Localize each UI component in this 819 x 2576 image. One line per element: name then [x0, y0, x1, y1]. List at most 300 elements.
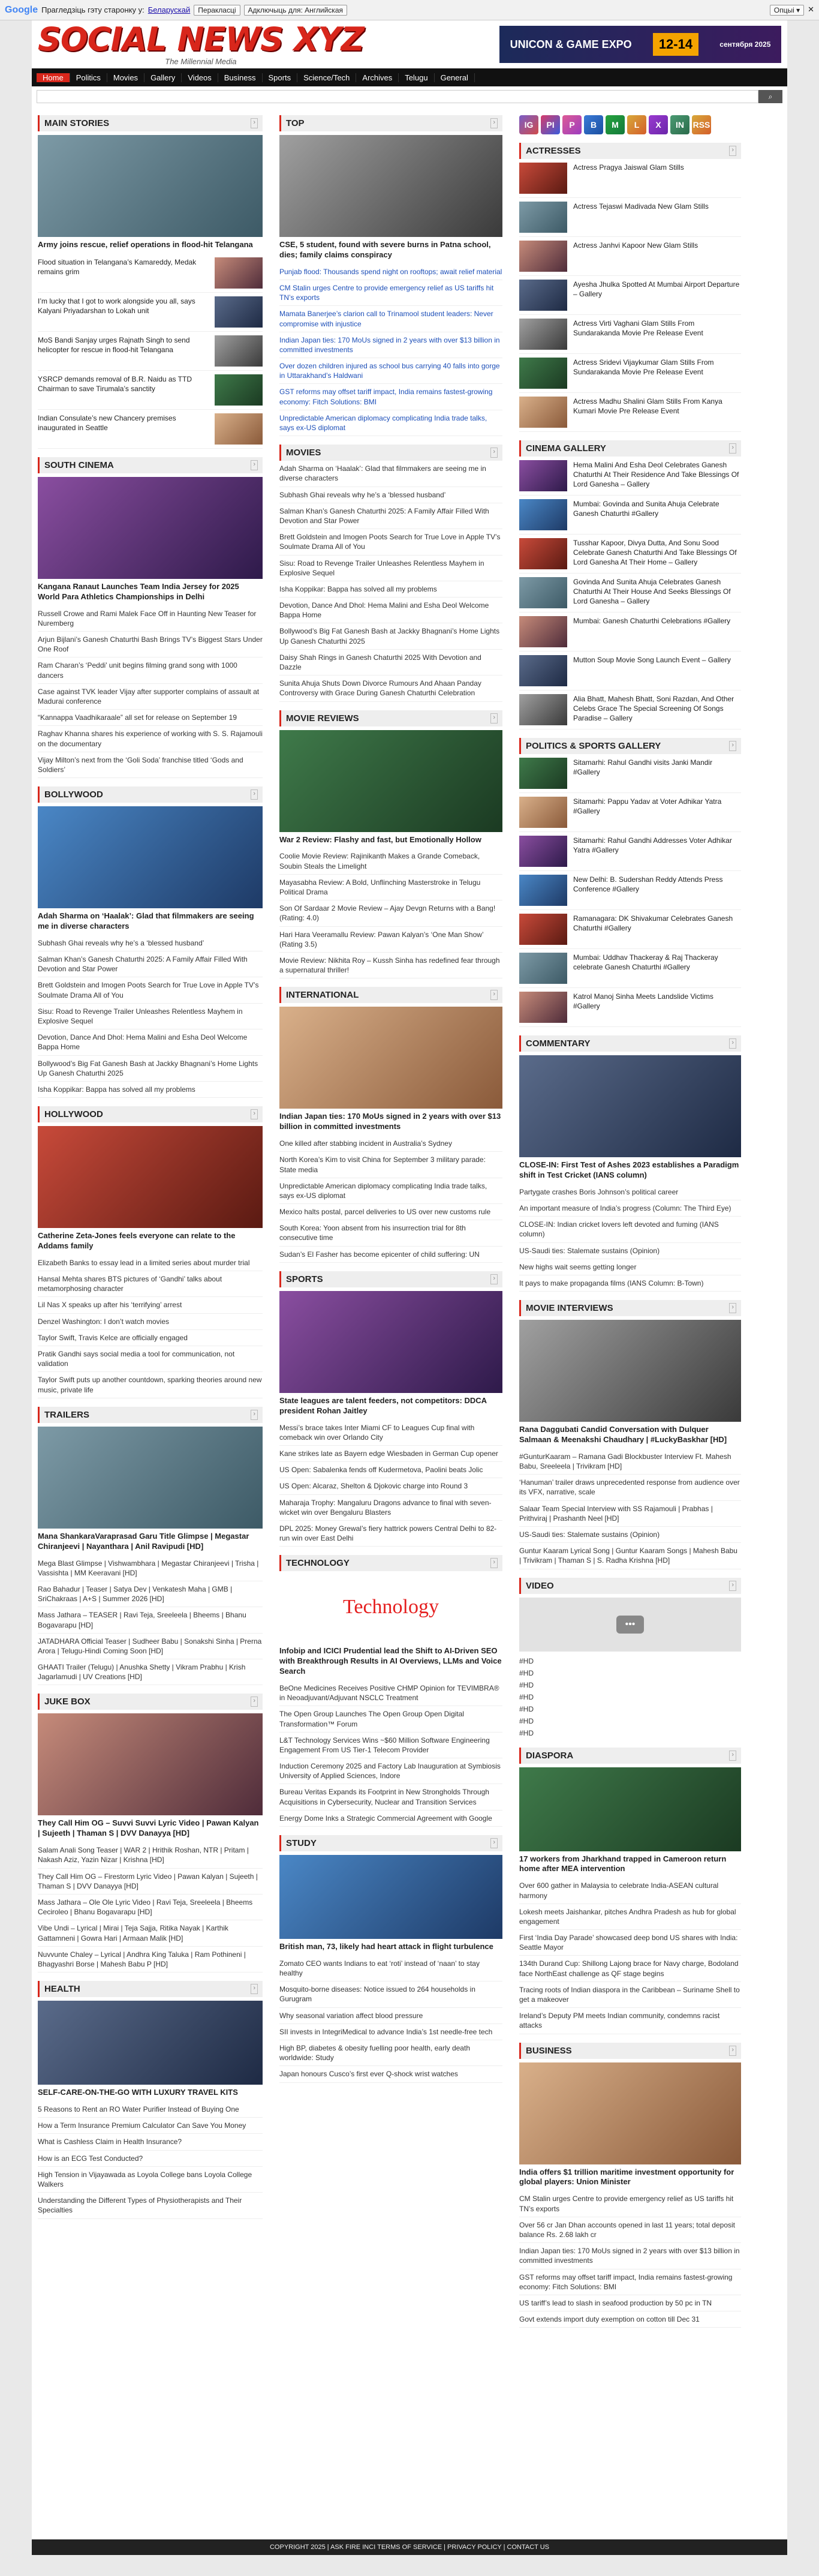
headline-link[interactable]: Punjab flood: Thousands spend night on rooftops; await relief material — [279, 264, 502, 280]
thumbnail-image[interactable] — [519, 992, 567, 1023]
headline-link[interactable]: Adah Sharma on ‘Haalak’: Glad that filmmakers are seeing me in diverse characters — [279, 461, 502, 487]
hero-image[interactable] — [38, 2001, 263, 2085]
headline-link[interactable]: Son Of Sardaar 2 Movie Review – Ajay Devgn Returns with a Bang! (Rating: 4.0) — [279, 900, 502, 926]
headline-link[interactable]: Lil Nas X speaks up after his ‘terrifying’ arrest — [38, 1297, 263, 1313]
headline-link[interactable]: GST reforms may offset tariff impact, India remains fastest-growing economy: Fitch Solutions: BMI — [519, 2269, 741, 2295]
close-icon[interactable]: ✕ — [808, 4, 814, 14]
headline-link[interactable]: Case against TVK leader Vijay after supporter complains of assault at Madurai conference — [38, 684, 263, 710]
hero-caption[interactable]: Kangana Ranaut Launches Team India Jersey for 2025 World Para Athletics Championships in Delhi — [38, 581, 239, 601]
linkedin-icon[interactable]: L — [627, 115, 646, 134]
video-tag[interactable]: #HD — [519, 1716, 534, 1725]
headline-link[interactable]: Ayesha Jhulka Spotted At Mumbai Airport Departure – Gallery — [573, 280, 740, 299]
section-title[interactable]: MOVIE INTERVIEWS — [526, 1303, 613, 1314]
headline-link[interactable]: Sitamarhi: Rahul Gandhi visits Janki Mandir #Gallery — [573, 758, 713, 777]
nav-item-gallery[interactable]: Gallery — [144, 73, 182, 82]
headline-link[interactable]: Sitamarhi: Pappu Yadav at Voter Adhikar Yatra #Gallery — [573, 797, 722, 816]
section-title[interactable]: STUDY — [286, 1838, 317, 1849]
headline-link[interactable]: ‘Hanuman’ trailer draws unprecedented response from audience over its VFX, narrative, scale — [519, 1475, 741, 1500]
hero-image[interactable] — [38, 477, 263, 579]
play-icon[interactable]: ••• — [616, 1616, 644, 1634]
section-arrow-icon[interactable]: › — [490, 1558, 498, 1568]
headline-link[interactable]: Salaar Team Special Interview with SS Rajamouli | Prabhas | Prithviraj | Prashanth Neel [HD] — [519, 1501, 741, 1527]
list-item[interactable] — [519, 832, 741, 871]
list-item[interactable] — [519, 198, 741, 237]
section-title[interactable]: SOUTH CINEMA — [44, 460, 114, 470]
headline-link[interactable]: Zomato CEO wants Indians to eat ‘roti’ instead of ‘naan’ to stay healthy — [279, 1956, 502, 1981]
headline-link[interactable]: Govinda And Sunita Ahuja Celebrates Ganesh Chaturthi At Their House And Seeks Blessings Of Lord Ganesha – Gallery — [573, 578, 731, 606]
headline-link[interactable]: JATADHARA Official Teaser | Sudheer Babu | Sonakshi Sinha | Prerna Arora | Telugu-Hindi Coming Soon [HD] — [38, 1634, 263, 1659]
headline-link[interactable]: Raghav Khanna shares his experience of working with S. S. Rajamouli on the documentary — [38, 726, 263, 752]
headline-link[interactable]: Denzel Washington: I don’t watch movies — [38, 1314, 263, 1330]
headline-link[interactable]: Elizabeth Banks to essay lead in a limited series about murder trial — [38, 1255, 263, 1271]
nav-item-archives[interactable]: Archives — [356, 73, 399, 82]
headline-link[interactable]: L&T Technology Services Wins ~$60 Million Software Engineering Engagement From US Tier-1 Telecom Provider — [279, 1733, 502, 1758]
headline-link[interactable]: Vijay Milton’s next from the ‘Goli Soda’ franchise titled ‘Gods and Soldiers’ — [38, 752, 263, 778]
thumbnail-image[interactable] — [215, 335, 263, 367]
headline-link[interactable]: Hansal Mehta shares BTS pictures of ‘Gandhi’ talks about metamorphosing character — [38, 1271, 263, 1297]
headline-link[interactable]: CLOSE-IN: Indian cricket lovers left devoted and fuming (IANS column) — [519, 1217, 741, 1242]
headline-link[interactable]: GHAATI Trailer (Telugu) | Anushka Shetty | Vikram Prabhu | Krish Jagarlamudi | UV Creations [HD] — [38, 1659, 263, 1685]
list-item[interactable] — [519, 276, 741, 315]
section-title[interactable]: TOP — [286, 118, 305, 128]
headline-link[interactable]: Isha Koppikar: Bappa has solved all my problems — [38, 1082, 263, 1098]
headline-link[interactable]: Bollywood’s Big Fat Ganesh Bash at Jackky Bhagnani’s Home Lights Up Ganesh Chaturthi 2025 — [38, 1056, 263, 1082]
video-tag[interactable]: #HD — [519, 1656, 534, 1665]
headline-link[interactable]: High BP, diabetes & obesity fuelling poor health, early death worldwide: Study — [279, 2040, 502, 2066]
section-arrow-icon[interactable]: › — [251, 118, 258, 128]
section-arrow-icon[interactable]: › — [251, 1109, 258, 1119]
section-title[interactable]: JUKE BOX — [44, 1697, 91, 1707]
headline-link[interactable]: Mass Jathara – Ole Ole Lyric Video | Ravi Teja, Sreeleela | Bheems Ceciroleo | Bhanu Bogavarapu [HD] — [38, 1895, 263, 1920]
section-title[interactable]: VIDEO — [526, 1580, 554, 1591]
headline-link[interactable]: Actress Tejaswi Madivada New Glam Stills — [573, 202, 709, 211]
section-title[interactable]: HOLLYWOOD — [44, 1109, 103, 1120]
section-title[interactable]: COMMENTARY — [526, 1038, 591, 1049]
headline-link[interactable]: High Tension in Vijayawada as Loyola College bans Loyola College Walkers — [38, 2167, 263, 2193]
headline-link[interactable]: Over 600 gather in Malaysia to celebrate India-ASEAN cultural harmony — [519, 1878, 741, 1904]
headline-link[interactable]: Mosquito-borne diseases: Notice issued to 264 households in Gurugram — [279, 1981, 502, 2007]
thumbnail-image[interactable] — [519, 319, 567, 350]
thumbnail-image[interactable] — [519, 836, 567, 867]
headline-link[interactable]: Why seasonal variation affect blood pressure — [279, 2008, 502, 2024]
headline-link[interactable]: Ram Charan’s ‘Peddi’ unit begins filming grand song with 1000 dancers — [38, 657, 263, 683]
headline-link[interactable]: Tusshar Kapoor, Divya Dutta, And Sonu Sood Celebrate Ganesh Chaturthi And Take Blessings Of Lord Ganesha At Their Home – Gallery — [573, 539, 737, 567]
headline-link[interactable]: Guntur Kaaram Lyrical Song | Guntur Kaaram Songs | Mahesh Babu | Trivikram | Thaman S | S. Radha Krishna [HD] — [519, 1543, 741, 1569]
hero-caption[interactable]: SELF-CARE-ON-THE-GO WITH LUXURY TRAVEL KITS — [38, 2088, 238, 2097]
video-player[interactable] — [519, 1598, 741, 1652]
headline-link[interactable]: US-Saudi ties: Stalemate sustains (Opinion) — [519, 1243, 741, 1259]
headline-link[interactable]: I’m lucky that I got to work alongside you all, says Kalyani Priyadarshan to Lokah unit — [38, 296, 195, 316]
list-item[interactable] — [38, 254, 263, 293]
translate-button[interactable]: Перакласці — [194, 5, 240, 16]
headline-link[interactable]: Sisu: Road to Revenge Trailer Unleashes Relentless Mayhem in Explosive Sequel — [38, 1004, 263, 1029]
headline-link[interactable]: Understanding the Different Types of Physiotherapists and Their Specialties — [38, 2193, 263, 2218]
headline-link[interactable]: Indian Japan ties: 170 MoUs signed in 2 years with over $13 billion in committed investments — [519, 2243, 741, 2269]
headline-link[interactable]: CM Stalin urges Centre to provide emergency relief as US tariffs hit TN’s exports — [519, 2191, 741, 2217]
headline-link[interactable]: Salman Khan’s Ganesh Chaturthi 2025: A Family Affair Filled With Devotion and Star Power — [279, 503, 502, 529]
headline-link[interactable]: Messi’s brace takes Inter Miami CF to Leagues Cup final with comeback win over Orlando City — [279, 1420, 502, 1446]
hero-image[interactable] — [519, 1055, 741, 1157]
hero-caption[interactable]: Army joins rescue, relief operations in flood-hit Telangana — [38, 240, 253, 249]
rss-icon[interactable]: RSS — [692, 115, 711, 134]
list-item[interactable] — [519, 354, 741, 393]
section-title[interactable]: TECHNOLOGY — [286, 1558, 350, 1569]
section-arrow-icon[interactable]: › — [251, 789, 258, 800]
hero-caption[interactable]: India offers $1 trillion maritime investment opportunity for global players: Union Minister — [519, 2167, 734, 2187]
technology-image[interactable]: Technology — [342, 1596, 439, 1619]
section-title[interactable]: BOLLYWOOD — [44, 789, 103, 800]
headline-link[interactable]: It pays to make propaganda films (IANS Column: B-Town) — [519, 1275, 741, 1292]
headline-link[interactable]: DPL 2025: Money Grewal’s fiery hattrick powers Central Delhi to 82-run win over East Delhi — [279, 1521, 502, 1547]
headline-link[interactable]: Govt extends import duty exemption on cotton till Dec 31 — [519, 2311, 741, 2328]
hero-image[interactable] — [279, 1855, 502, 1939]
section-title[interactable]: MAIN STORIES — [44, 118, 110, 128]
video-tag[interactable]: #HD — [519, 1704, 534, 1713]
search-icon[interactable]: ⌕ — [758, 90, 782, 103]
hero-caption[interactable]: Rana Daggubati Candid Conversation with Dulquer Salmaan & Meenakshi Chaudhary | #LuckyBaskhar [HD] — [519, 1425, 727, 1444]
section-arrow-icon[interactable]: › — [490, 990, 498, 1000]
hero-image[interactable] — [279, 135, 502, 237]
list-item[interactable] — [519, 754, 741, 793]
hero-caption[interactable]: CLOSE-IN: First Test of Ashes 2023 establishes a Paradigm shift in Test Cricket (IANS column) — [519, 1160, 739, 1179]
hero-image[interactable] — [279, 1007, 502, 1109]
list-item[interactable] — [519, 159, 741, 198]
headline-link[interactable]: SII invests in IntegriMedical to advance India’s 1st needle-free tech — [279, 2024, 502, 2040]
section-arrow-icon[interactable]: › — [490, 1838, 498, 1848]
headline-link[interactable]: Daisy Shah Rings in Ganesh Chaturthi 2025 With Devotion and Dazzle — [279, 650, 502, 675]
headline-link[interactable]: Salam Anali Song Teaser | WAR 2 | Hrithik Roshan, NTR | Pritam | Nakash Aziz, Yazin Nizar | Krishna [HD] — [38, 1842, 263, 1868]
headline-link[interactable]: Russell Crowe and Rami Malek Face Off in Haunting New Teaser for Nuremberg — [38, 606, 263, 632]
hero-image[interactable] — [38, 135, 263, 237]
thumbnail-image[interactable] — [519, 460, 567, 491]
headline-link[interactable]: Mass Jathara – TEASER | Ravi Teja, Sreeleela | Bheems | Bhanu Bogavarapu [HD] — [38, 1607, 263, 1633]
hero-image[interactable] — [519, 1767, 741, 1851]
list-item[interactable] — [38, 371, 263, 410]
headline-link[interactable]: First ‘India Day Parade’ showcased deep bond US shares with India: Seattle Mayor — [519, 1930, 741, 1956]
pinterest-icon[interactable]: PI — [541, 115, 560, 134]
headline-link[interactable]: Movie Review: Nikhita Roy – Kussh Sinha has redefined fear through a supernatural thriller! — [279, 953, 502, 978]
headline-link[interactable]: US tariff’s lead to slash in seafood production by 50 pc in TN — [519, 2295, 741, 2311]
hero-image[interactable] — [279, 1291, 502, 1393]
headline-link[interactable]: Subhash Ghai reveals why he’s a ‘blessed husband’ — [279, 487, 502, 503]
hero-caption[interactable]: 17 workers from Jharkhand trapped in Cameroon return home after MEA intervention — [519, 1854, 727, 1874]
headline-link[interactable]: Mumbai: Ganesh Chaturthi Celebrations #Gallery — [573, 617, 731, 625]
headline-link[interactable]: Actress Janhvi Kapoor New Glam Stills — [573, 241, 698, 250]
thumbnail-image[interactable] — [519, 797, 567, 828]
section-title[interactable]: MOVIES — [286, 448, 321, 458]
header-ad-banner[interactable]: UNICON & GAME EXPO 12-14 сентября 2025 — [499, 26, 781, 63]
headline-link[interactable]: Mega Blast Glimpse | Vishwambhara | Megastar Chiranjeevi | Trisha | Vassishta | MM Keeravani [HD] — [38, 1556, 263, 1581]
headline-link[interactable]: New highs wait seems getting longer — [519, 1259, 741, 1275]
headline-link[interactable]: An important measure of India’s progress (Column: The Third Eye) — [519, 1200, 741, 1217]
headline-link[interactable]: MoS Bandi Sanjay urges Rajnath Singh to send helicopter for rescue in flood-hit Telangana — [38, 335, 190, 355]
section-arrow-icon[interactable]: › — [729, 1751, 736, 1761]
headline-link[interactable]: Actress Pragya Jaiswal Glam Stills — [573, 163, 684, 172]
thumbnail-image[interactable] — [215, 296, 263, 328]
hero-image[interactable] — [38, 1126, 263, 1228]
thumbnail-image[interactable] — [519, 397, 567, 428]
site-logo[interactable]: SOCIAL NEWS XYZ The Millennial Media — [38, 20, 364, 66]
headline-link[interactable]: South Korea: Yoon absent from his insurrection trial for 8th consecutive time — [279, 1220, 502, 1246]
section-arrow-icon[interactable]: › — [729, 1581, 736, 1591]
headline-link[interactable]: North Korea’s Kim to visit China for September 3 military parade: State media — [279, 1152, 502, 1178]
thumbnail-image[interactable] — [519, 875, 567, 906]
headline-link[interactable]: Actress Madhu Shalini Glam Stills From Kanya Kumari Movie Pre Release Event — [573, 397, 722, 416]
thumbnail-image[interactable] — [519, 758, 567, 789]
section-arrow-icon[interactable]: › — [490, 448, 498, 458]
thumbnail-image[interactable] — [519, 538, 567, 569]
headline-link[interactable]: New Delhi: B. Sudershan Reddy Attends Press Conference #Gallery — [573, 875, 723, 894]
list-item[interactable] — [519, 871, 741, 910]
hero-image[interactable] — [38, 806, 263, 908]
thumbnail-image[interactable] — [519, 616, 567, 647]
nav-item-home[interactable]: Home — [37, 73, 70, 82]
headline-link[interactable]: Energy Dome Inks a Strategic Commercial Agreement with Google — [279, 1811, 502, 1827]
thumbnail-image[interactable] — [215, 413, 263, 445]
section-title[interactable]: POLITICS & SPORTS GALLERY — [526, 741, 661, 751]
thumbnail-image[interactable] — [519, 163, 567, 194]
headline-link[interactable]: Arjun Bijlani’s Ganesh Chaturthi Bash Brings TV’s Biggest Stars Under One Roof — [38, 632, 263, 657]
thumbnail-image[interactable] — [519, 577, 567, 608]
list-item[interactable] — [519, 988, 741, 1027]
list-item[interactable] — [519, 910, 741, 949]
x-icon[interactable]: X — [649, 115, 668, 134]
headline-link[interactable]: Isha Koppikar: Bappa has solved all my problems — [279, 581, 502, 598]
headline-link[interactable]: Ramanagara: DK Shivakumar Celebrates Ganesh Chaturthi #Gallery — [573, 914, 733, 933]
headline-link[interactable]: YSRCP demands removal of B.R. Naidu as TTD Chairman to save Tirumala’s sanctity — [38, 374, 192, 394]
headline-link[interactable]: US Open: Alcaraz, Shelton & Djokovic charge into Round 3 — [279, 1478, 502, 1494]
headline-link[interactable]: One killed after stabbing incident in Australia’s Sydney — [279, 1136, 502, 1152]
list-item[interactable] — [519, 535, 741, 574]
section-arrow-icon[interactable]: › — [729, 146, 736, 156]
headline-link[interactable]: Devotion, Dance And Dhol: Hema Malini and Esha Deol Welcome Bappa Home — [279, 598, 502, 623]
headline-link[interactable]: Hema Malini And Esha Deol Celebrates Ganesh Chaturthi At Their Residence And Take Blessings Of Lord Ganesha – Gallery — [573, 461, 739, 489]
never-translate-button[interactable]: Адключыць для: Английская — [244, 5, 347, 16]
headline-link[interactable]: 134th Durand Cup: Shillong Lajong brace for Navy charge, Bodoland face NorthEast challenge as QF stage begins — [519, 1956, 741, 1981]
list-item[interactable] — [519, 651, 741, 690]
section-title[interactable]: CINEMA GALLERY — [526, 443, 606, 454]
headline-link[interactable]: Mumbai: Govinda and Sunita Ahuja Celebrate Ganesh Chaturthi #Gallery — [573, 500, 719, 518]
options-button[interactable]: Опцыі ▾ — [770, 5, 804, 16]
section-arrow-icon[interactable]: › — [251, 1984, 258, 1994]
headline-link[interactable]: How a Term Insurance Premium Calculator Can Save You Money — [38, 2118, 263, 2134]
headline-link[interactable]: Bureau Veritas Expands its Footprint in New Strongholds Through Acquisitions in Cybersecurity, Nuclear and Transition Services — [279, 1784, 502, 1810]
section-title[interactable]: ACTRESSES — [526, 146, 581, 156]
hero-caption[interactable]: Adah Sharma on ‘Haalak’: Glad that filmmakers are seeing me in diverse characters — [38, 911, 254, 930]
list-item[interactable] — [519, 690, 741, 729]
video-tag[interactable]: #HD — [519, 1668, 534, 1677]
hero-image[interactable] — [519, 2062, 741, 2164]
headline-link[interactable]: Taylor Swift, Travis Kelce are officially engaged — [38, 1330, 263, 1346]
headline-link[interactable]: Katrol Manoj Sinha Meets Landslide Victims #Gallery — [573, 992, 713, 1011]
list-item[interactable] — [519, 793, 741, 832]
headline-link[interactable]: Lokesh meets Jaishankar, pitches Andhra Pradesh as hub for global engagement — [519, 1904, 741, 1930]
section-arrow-icon[interactable]: › — [729, 1303, 736, 1313]
nav-item-movies[interactable]: Movies — [107, 73, 144, 82]
thumbnail-image[interactable] — [519, 694, 567, 725]
section-arrow-icon[interactable]: › — [729, 443, 736, 454]
headline-link[interactable]: CM Stalin urges Centre to provide emergency relief as US tariffs hit TN’s exports — [279, 280, 502, 306]
headline-link[interactable]: Vibe Undi – Lyrical | Mirai | Teja Sajja, Ritika Nayak | Karthik Gattamneni | Gowra Hari | Armaan Malik [HD] — [38, 1920, 263, 1946]
headline-link[interactable]: Salman Khan’s Ganesh Chaturthi 2025: A Family Affair Filled With Devotion and Star Power — [38, 951, 263, 977]
headline-link[interactable]: Mayasabha Review: A Bold, Unflinching Masterstroke in Telugu Political Drama — [279, 875, 502, 900]
hero-caption[interactable]: Mana ShankaraVaraprasad Garu Title Glimpse | Megastar Chiranjeevi | Nayanthara | Anil Ravipudi [HD] — [38, 1531, 249, 1551]
instagram-icon[interactable]: IG — [519, 115, 538, 134]
headline-link[interactable]: Nuvvunte Chaley – Lyrical | Andhra King Taluka | Ram Pothineni | Bhagyashri Borse | Mahesh Babu P [HD] — [38, 1947, 263, 1972]
section-title[interactable]: BUSINESS — [526, 2045, 572, 2056]
headline-link[interactable]: Actress Virti Vaghani Glam Stills From Sundarakanda Movie Pre Release Event — [573, 319, 703, 338]
headline-link[interactable]: Tracing roots of Indian diaspora in the Caribbean – Suriname Shell to get a makeover — [519, 1982, 741, 2008]
headline-link[interactable]: US-Saudi ties: Stalemate sustains (Opinion) — [519, 1527, 741, 1543]
thumbnail-image[interactable] — [519, 202, 567, 233]
nav-item-videos[interactable]: Videos — [182, 73, 218, 82]
thumbnail-image[interactable] — [519, 280, 567, 311]
headline-link[interactable]: Over dozen children injured as school bus carrying 40 falls into gorge in Uttarakhand’s Haldwani — [279, 358, 502, 384]
maps-icon[interactable]: M — [606, 115, 625, 134]
list-item[interactable] — [519, 613, 741, 651]
headline-link[interactable]: Bollywood’s Big Fat Ganesh Bash at Jackky Bhagnani’s Home Lights Up Ganesh Chaturthi 2025 — [279, 623, 502, 649]
headline-link[interactable]: Induction Ceremony 2025 and Factory Lab Inauguration at Symbiosis University of Applied Sciences, Indore — [279, 1758, 502, 1784]
search-input[interactable] — [37, 90, 758, 103]
hero-image[interactable] — [279, 730, 502, 832]
section-arrow-icon[interactable]: › — [251, 460, 258, 470]
nav-item-sports[interactable]: Sports — [263, 73, 298, 82]
hero-caption[interactable]: They Call Him OG – Suvvi Suvvi Lyric Video | Pawan Kalyan | Sujeeth | Thaman S | DVV Danayya [HD] — [38, 1818, 259, 1838]
headline-link[interactable]: Subhash Ghai reveals why he’s a ‘blessed husband’ — [38, 935, 263, 951]
headline-link[interactable]: Partygate crashes Boris Johnson’s political career — [519, 1184, 741, 1200]
video-tag[interactable]: #HD — [519, 1728, 534, 1737]
headline-link[interactable]: 5 Reasons to Rent an RO Water Purifier Instead of Buying One — [38, 2101, 263, 2118]
nav-item-politics[interactable]: Politics — [70, 73, 107, 82]
language-select[interactable]: Беларускай — [147, 5, 191, 14]
headline-link[interactable]: Mexico halts postal, parcel deliveries to US over new customs rule — [279, 1204, 502, 1220]
list-item[interactable] — [519, 315, 741, 354]
headline-link[interactable]: Mamata Banerjee’s clarion call to Trinamool student leaders: Never compromise with injustice — [279, 306, 502, 332]
headline-link[interactable]: Devotion, Dance And Dhol: Hema Malini and Esha Deol Welcome Bappa Home — [38, 1029, 263, 1055]
headline-link[interactable]: Sunita Ahuja Shuts Down Divorce Rumours And Ahaan Panday Controversy with Grace During Ganesh Chaturthi Celebration — [279, 675, 502, 701]
headline-link[interactable]: US Open: Sabalenka fends off Kudermetova, Paolini beats Jolic — [279, 1462, 502, 1478]
podcast-icon[interactable]: P — [562, 115, 582, 134]
video-tag[interactable]: #HD — [519, 1680, 534, 1689]
section-arrow-icon[interactable]: › — [251, 1697, 258, 1707]
headline-link[interactable]: Sitamarhi: Rahul Gandhi Addresses Voter Adhikar Yatra #Gallery — [573, 836, 732, 855]
headline-link[interactable]: Unpredictable American diplomacy complicating India trade talks, says ex-US diplomat — [279, 1178, 502, 1204]
bluesky-icon[interactable]: B — [584, 115, 603, 134]
headline-link[interactable]: They Call Him OG – Firestorm Lyric Video | Pawan Kalyan | Sujeeth | Thaman S | DVV Danayya [HD] — [38, 1869, 263, 1895]
hero-caption[interactable]: CSE, 5 student, found with severe burns in Patna school, dies; family claims conspiracy — [279, 240, 491, 259]
thumbnail-image[interactable] — [215, 374, 263, 406]
headline-link[interactable]: Maharaja Trophy: Mangaluru Dragons advance to final with seven-wicket win over Bengaluru Blasters — [279, 1495, 502, 1521]
hero-image[interactable] — [519, 1320, 741, 1422]
list-item[interactable] — [519, 496, 741, 535]
list-item[interactable] — [519, 237, 741, 276]
headline-link[interactable]: Over 56 cr Jan Dhan accounts opened in last 11 years; total deposit balance Rs. 2.68 lakh cr — [519, 2217, 741, 2243]
headline-link[interactable]: Brett Goldstein and Imogen Poots Search for True Love in Apple TV’s Soulmate Drama All of You — [279, 529, 502, 555]
headline-link[interactable]: BeOne Medicines Receives Positive CHMP Opinion for TEVIMBRA® in Neoadjuvant/Adjuvant NSCLC Treatment — [279, 1680, 502, 1706]
list-item[interactable] — [38, 293, 263, 332]
hero-caption[interactable]: State leagues are talent feeders, not competitors: DDCA president Rohan Jaitley — [279, 1395, 487, 1415]
section-arrow-icon[interactable]: › — [251, 1410, 258, 1420]
hero-image[interactable] — [38, 1713, 263, 1815]
headline-link[interactable]: GST reforms may offset tariff impact, India remains fastest-growing economy: Fitch Solutions: BMI — [279, 384, 502, 410]
thumbnail-image[interactable] — [519, 499, 567, 530]
hero-caption[interactable]: Indian Japan ties: 170 MoUs signed in 2 years with over $13 billion in committed investments — [279, 1112, 501, 1131]
list-item[interactable] — [519, 393, 741, 432]
video-tag[interactable]: #HD — [519, 1692, 534, 1701]
nav-item-telugu[interactable]: Telugu — [399, 73, 434, 82]
headline-link[interactable]: Sudan’s El Fasher has become epicenter of child suffering: UN — [279, 1247, 502, 1263]
headline-link[interactable]: Mutton Soup Movie Song Launch Event – Gallery — [573, 656, 731, 664]
headline-link[interactable]: Actress Sridevi Vijaykumar Glam Stills From Sundarakanda Movie Pre Release Event — [573, 358, 714, 377]
nav-item-sciencetech[interactable]: Science/Tech — [297, 73, 356, 82]
list-item[interactable] — [38, 410, 263, 449]
hero-caption[interactable]: British man, 73, likely had heart attack in flight turbulence — [279, 1942, 493, 1951]
headline-link[interactable]: What is Cashless Claim in Health Insurance? — [38, 2134, 263, 2150]
section-title[interactable]: INTERNATIONAL — [286, 990, 359, 1001]
headline-link[interactable]: Kane strikes late as Bayern edge Wiesbaden in German Cup opener — [279, 1446, 502, 1462]
headline-link[interactable]: The Open Group Launches The Open Group Open Digital Transformation™ Forum — [279, 1706, 502, 1732]
thumbnail-image[interactable] — [519, 358, 567, 389]
headline-link[interactable]: Coolie Movie Review: Rajinikanth Makes a Grande Comeback, Soubin Steals the Limelight — [279, 848, 502, 874]
list-item[interactable] — [519, 457, 741, 496]
section-title[interactable]: DIASPORA — [526, 1750, 574, 1761]
headline-link[interactable]: Hari Hara Veeramallu Review: Pawan Kalyan’s ‘One Man Show’ (Rating 3.5) — [279, 927, 502, 953]
headline-link[interactable]: Rao Bahadur | Teaser | Satya Dev | Venkatesh Maha | GMB | SriChakraas | A+S | Summer 2026 [HD] — [38, 1581, 263, 1607]
headline-link[interactable]: Taylor Swift puts up another countdown, sparking theories around new music, private life — [38, 1372, 263, 1398]
section-title[interactable]: MOVIE REVIEWS — [286, 713, 359, 723]
hero-caption[interactable]: Catherine Zeta-Jones feels everyone can relate to the Addams family — [38, 1231, 236, 1251]
headline-link[interactable]: Unpredictable American diplomacy complicating India trade talks, says ex-US diplomat — [279, 410, 502, 436]
nav-item-business[interactable]: Business — [218, 73, 263, 82]
headline-link[interactable]: Sisu: Road to Revenge Trailer Unleashes Relentless Mayhem in Explosive Sequel — [279, 556, 502, 581]
hero-caption[interactable]: Infobip and ICICI Prudential lead the Shift to AI-Driven SEO with Breakthrough Results in AI Overviews, LLMs and Voice Search — [279, 1646, 502, 1676]
thumbnail-image[interactable] — [519, 914, 567, 945]
thumbnail-image[interactable] — [519, 655, 567, 686]
headline-link[interactable]: “Kannappa Vaadhikaraale” all set for release on September 19 — [38, 710, 263, 726]
thumbnail-image[interactable] — [519, 953, 567, 984]
headline-link[interactable]: #GunturKaaram – Ramana Gadi Blockbuster Interview Ft. Mahesh Babu, Sreeleela | Trivikram [HD] — [519, 1449, 741, 1475]
section-arrow-icon[interactable]: › — [490, 118, 498, 128]
section-arrow-icon[interactable]: › — [729, 1038, 736, 1049]
headline-link[interactable]: How is an ECG Test Conducted? — [38, 2151, 263, 2167]
hero-caption[interactable]: War 2 Review: Flashy and fast, but Emotionally Hollow — [279, 834, 481, 844]
thumbnail-image[interactable] — [519, 241, 567, 272]
headline-link[interactable]: Mumbai: Uddhav Thackeray & Raj Thackeray celebrate Ganesh Chaturthi #Gallery — [573, 953, 718, 972]
thumbnail-image[interactable] — [215, 257, 263, 289]
headline-link[interactable]: Pratik Gandhi says social media a tool for communication, not validation — [38, 1346, 263, 1372]
section-arrow-icon[interactable]: › — [729, 2046, 736, 2056]
nav-item-general[interactable]: General — [435, 73, 475, 82]
list-item[interactable] — [519, 574, 741, 613]
section-title[interactable]: HEALTH — [44, 1984, 80, 1995]
list-item[interactable] — [38, 332, 263, 371]
headline-link[interactable]: Alia Bhatt, Mahesh Bhatt, Soni Razdan, And Other Celebs Grace The Special Screening Of Songs Paradise – Gallery — [573, 695, 734, 723]
linkedin-in-icon[interactable]: IN — [670, 115, 689, 134]
list-item[interactable] — [519, 949, 741, 988]
section-title[interactable]: SPORTS — [286, 1274, 323, 1284]
headline-link[interactable]: Brett Goldstein and Imogen Poots Search for True Love in Apple TV’s Soulmate Drama All of You — [38, 977, 263, 1003]
headline-link[interactable]: Indian Consulate’s new Chancery premises inaugurated in Seattle — [38, 413, 176, 433]
hero-image[interactable] — [38, 1427, 263, 1529]
section-arrow-icon[interactable]: › — [490, 1274, 498, 1284]
headline-link[interactable]: Ireland’s Deputy PM meets Indian community, condemns racist attacks — [519, 2008, 741, 2034]
section-arrow-icon[interactable]: › — [729, 741, 736, 751]
section-title[interactable]: TRAILERS — [44, 1409, 89, 1420]
headline-link[interactable]: Flood situation in Telangana’s Kamareddy, Medak remains grim — [38, 257, 197, 277]
section-arrow-icon[interactable]: › — [490, 713, 498, 723]
headline-link[interactable]: Indian Japan ties: 170 MoUs signed in 2 years with over $13 billion in committed investments — [279, 332, 502, 358]
headline-link[interactable]: Japan honours Cusco’s first ever Q-shock wrist watches — [279, 2066, 502, 2082]
